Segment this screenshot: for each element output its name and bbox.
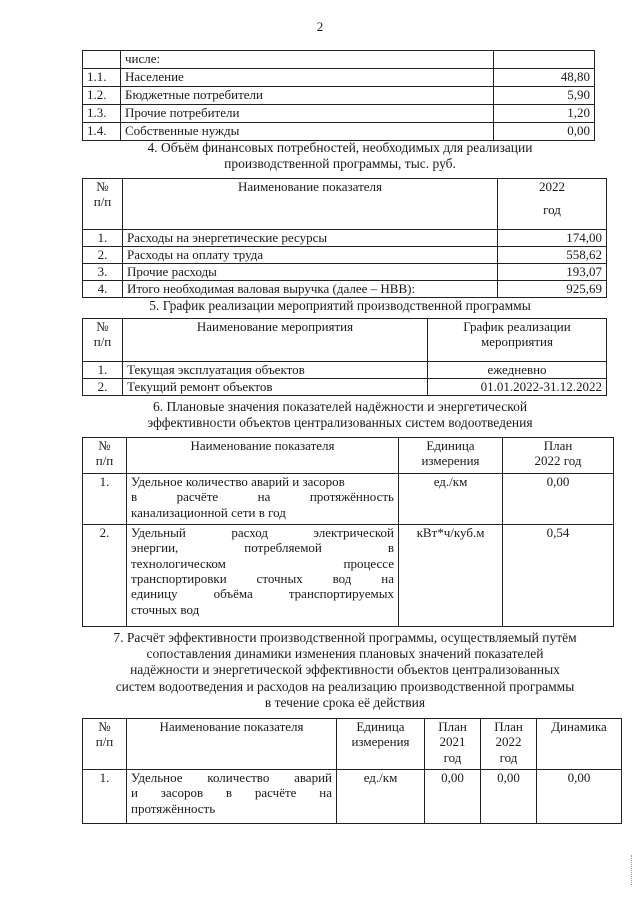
row-value: 193,07 [498, 264, 607, 281]
row-value: 5,90 [494, 87, 595, 105]
header-name: Наименование показателя [127, 719, 337, 770]
row-unit: ед./км [399, 474, 503, 525]
header-num: № п/п [83, 179, 123, 230]
row-name: Бюджетные потребители [121, 87, 494, 105]
section7-title-line: в течение срока её действия [264, 694, 426, 710]
section6-title-line: 6. Плановые значения показателей надёжности и энергетической [152, 399, 528, 414]
row-name: Прочие потребители [121, 105, 494, 123]
row-number: 1. [83, 230, 123, 247]
table-row [83, 281, 607, 298]
consumption-table [82, 50, 595, 141]
table-row [83, 770, 622, 824]
table-row [83, 379, 607, 396]
row-number: 3. [83, 264, 123, 281]
row-unit: кВт*ч/куб.м [399, 525, 503, 627]
row-name: Расходы на оплату труда [123, 247, 498, 264]
table-cell [83, 51, 121, 69]
page-number: 2 [316, 19, 324, 34]
table-header-row [83, 319, 607, 362]
finance-table [82, 178, 607, 298]
section4-title-line: производственной программы, тыс. руб. [224, 156, 456, 172]
row-name: Собственные нужды [121, 123, 494, 141]
section6-title [70, 399, 610, 431]
efficiency-table [82, 718, 622, 824]
continued-label: числе: [121, 51, 494, 69]
row-value: 48,80 [494, 69, 595, 87]
table-row [83, 247, 607, 264]
row-number: 2. [83, 379, 123, 396]
scan-artifact [631, 855, 636, 885]
header-unit: Единица измерения [399, 438, 503, 474]
section5-title: 5. График реализации мероприятий производственной программы [149, 298, 531, 313]
row-number: 1. [83, 474, 127, 525]
row-name: Население [121, 69, 494, 87]
table-header-row [83, 179, 607, 230]
row-unit: ед./км [337, 770, 425, 824]
header-name: Наименование показателя [127, 438, 399, 474]
row-schedule: 01.01.2022-31.12.2022 [428, 379, 607, 396]
row-number: 2. [83, 525, 127, 627]
header-unit: Единица измерения [337, 719, 425, 770]
header-num: № п/п [83, 319, 123, 362]
header-name: Наименование показателя [123, 179, 498, 230]
header-plan-2021: План 2021 год [425, 719, 481, 770]
header-num: № п/п [83, 438, 127, 474]
row-number: 1.3. [83, 105, 121, 123]
row-name: Итого необходимая валовая выручка (далее – НВВ): [123, 281, 498, 298]
table-cell [494, 51, 595, 69]
row-name: Удельное количество аварий и засоров в расчёте на протяжённость [127, 770, 337, 824]
header-year: 2022 год [498, 179, 607, 230]
section7-title-line: 7. Расчёт эффективности производственной программы, осуществляемый путём [113, 630, 577, 645]
schedule-table [82, 318, 607, 396]
table-row [83, 264, 607, 281]
section7-title-line: надёжности и энергетической эффективности объектов централизованных [130, 662, 560, 678]
row-number: 1. [83, 362, 123, 379]
table-row [83, 123, 595, 141]
header-schedule: График реализации мероприятия [428, 319, 607, 362]
section7-title [60, 630, 630, 711]
row-value: 558,62 [498, 247, 607, 264]
table-row [83, 362, 607, 379]
row-number: 4. [83, 281, 123, 298]
table-row [83, 230, 607, 247]
table-row [83, 69, 595, 87]
row-value: 925,69 [498, 281, 607, 298]
row-number: 1.2. [83, 87, 121, 105]
row-dynamics: 0,00 [537, 770, 622, 824]
indicators-table [82, 437, 614, 627]
table-row [83, 105, 595, 123]
row-name: Удельный расход электрической энергии, потребляемой в технологическом процессе транспортировки сточных вод на единицу объёма транспортируемых сточных вод [127, 525, 399, 627]
header-plan: План 2022 год [503, 438, 614, 474]
row-schedule: ежедневно [428, 362, 607, 379]
section7-title-line: систем водоотведения и расходов на реализацию производственной программы [115, 678, 575, 694]
section4-title-line: 4. Объём финансовых потребностей, необходимых для реализации [147, 140, 533, 155]
table-row [83, 474, 614, 525]
row-plan-2021: 0,00 [425, 770, 481, 824]
row-value: 0,00 [494, 123, 595, 141]
section7-title-line: сопоставления динамики изменения плановых значений показателей [146, 646, 544, 662]
row-name: Прочие расходы [123, 264, 498, 281]
row-number: 2. [83, 247, 123, 264]
row-value: 0,00 [503, 474, 614, 525]
row-value: 0,54 [503, 525, 614, 627]
row-name: Расходы на энергетические ресурсы [123, 230, 498, 247]
table-row [83, 87, 595, 105]
section6-title-line: эффективности объектов централизованных систем водоотведения [147, 415, 533, 431]
section4-title [70, 140, 610, 172]
table-header-row [83, 719, 622, 770]
row-name: Текущая эксплуатация объектов [123, 362, 428, 379]
row-name: Текущий ремонт объектов [123, 379, 428, 396]
header-name: Наименование мероприятия [123, 319, 428, 362]
row-plan-2022: 0,00 [481, 770, 537, 824]
row-number: 1.1. [83, 69, 121, 87]
table-row [83, 525, 614, 627]
row-name: Удельное количество аварий и засоров в расчёте на протяжённость канализационной сети в год [127, 474, 399, 525]
header-dynamics: Динамика [537, 719, 622, 770]
header-num: № п/п [83, 719, 127, 770]
row-value: 1,20 [494, 105, 595, 123]
row-value: 174,00 [498, 230, 607, 247]
row-number: 1.4. [83, 123, 121, 141]
table-row [83, 51, 595, 69]
header-plan-2022: План 2022 год [481, 719, 537, 770]
row-number: 1. [83, 770, 127, 824]
table-header-row [83, 438, 614, 474]
